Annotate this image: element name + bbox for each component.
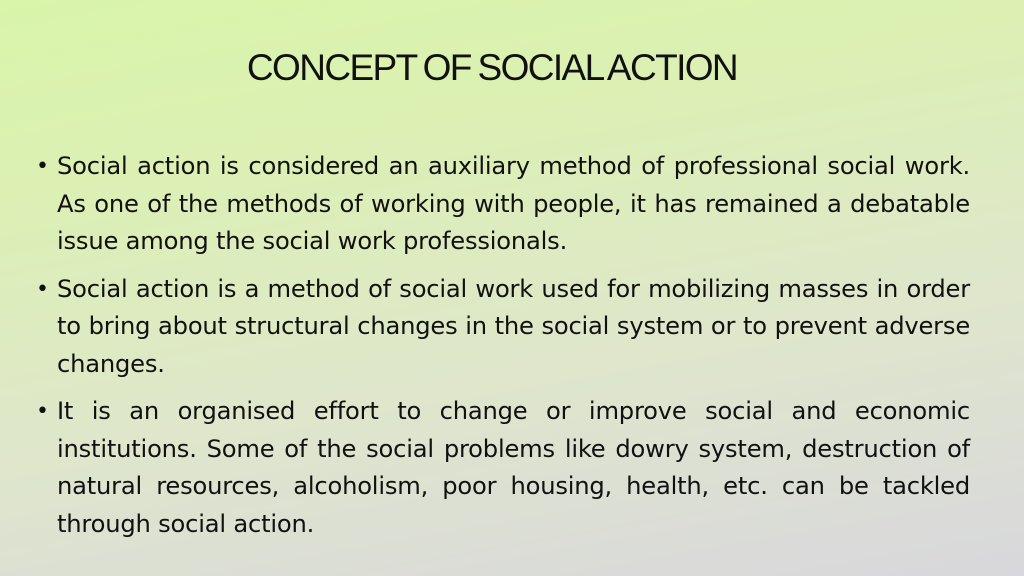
- bullet-marker: •: [36, 399, 49, 424]
- bullet-item: [36, 271, 970, 384]
- bullet-marker: •: [36, 276, 49, 302]
- bullet-list: [36, 148, 970, 553]
- bullet-text: Social action is a method of social work used for mobilizing masses in order to bring about structural changes in the social system or to prevent adverse changes.: [57, 274, 970, 378]
- bullet-item: [36, 393, 970, 543]
- bullet-marker: •: [36, 154, 49, 179]
- bullet-item: [36, 148, 970, 261]
- bullet-text: It is an organised effort to change or improve social and economic institutions. Some of the social problems like dowry system, destruction of natural resources, alcoholism, poor housing, health, etc. can be tackled through social action.: [57, 397, 970, 538]
- slide-title: CONCEPT OF SOCIAL ACTION: [246, 47, 738, 88]
- bullet-text: Social action is considered an auxiliary method of professional social work. As one of the methods of working with people, it has remained a debatable issue among the social work professionals.: [57, 152, 970, 255]
